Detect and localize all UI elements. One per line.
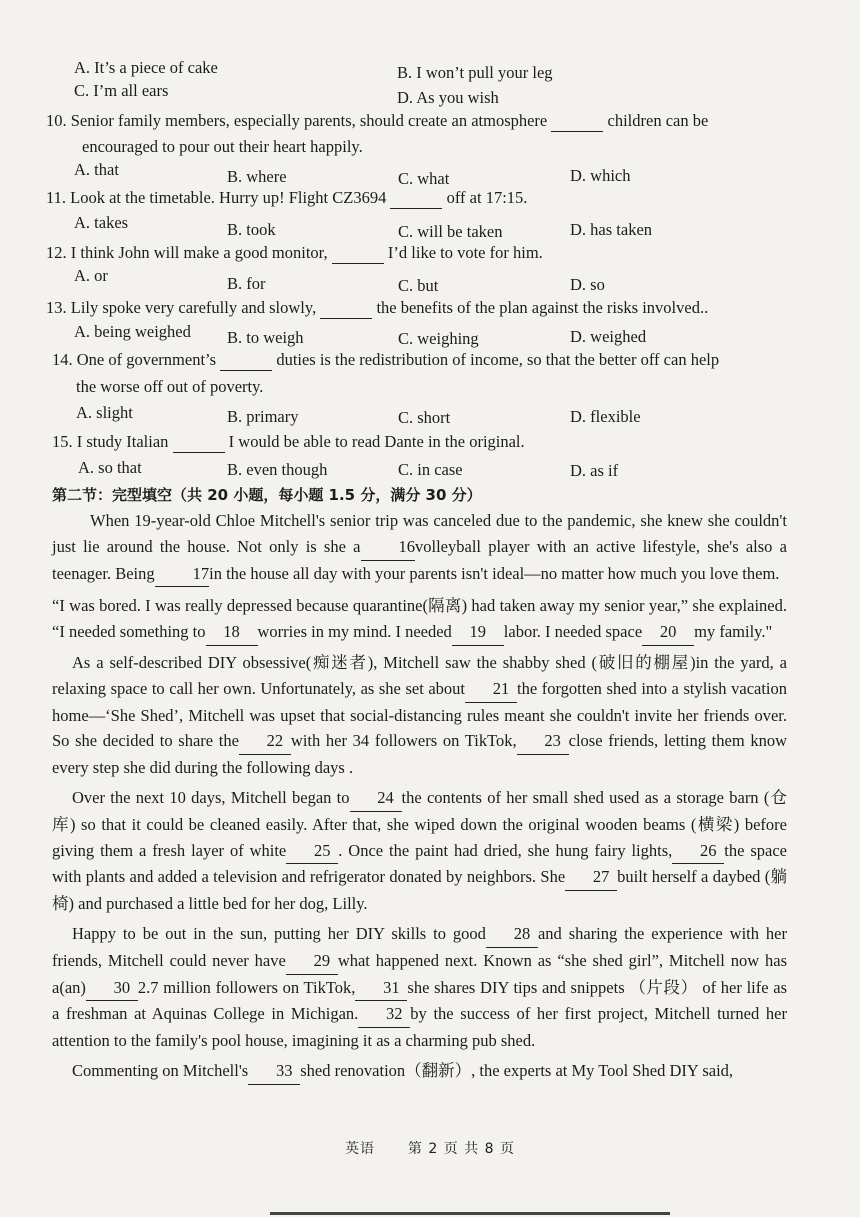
blank-24: 24	[350, 785, 402, 812]
q11-option-a: A. takes	[74, 213, 129, 232]
q13-option-a: A. being weighed	[74, 322, 191, 341]
paragraph-1	[52, 508, 787, 587]
blank-28: 28	[486, 921, 538, 948]
q9-option-c: C. I’m all ears	[74, 81, 169, 100]
blank-20: 20	[642, 619, 694, 646]
blank-21: 21	[465, 676, 517, 703]
q9-option-a: A. It’s a piece of cake	[74, 58, 218, 77]
q10-option-c: C. what	[398, 169, 450, 188]
q12-option-d: D. so	[570, 275, 605, 294]
q15-option-d: D. as if	[570, 461, 619, 480]
q12-blank	[332, 243, 384, 264]
q10-stem-post: children can be	[607, 111, 709, 130]
blank-29: 29	[286, 948, 338, 975]
p2-text: worries in my mind. I needed	[257, 622, 452, 642]
q13-stem	[46, 298, 708, 319]
q15-option-c: C. in case	[398, 460, 463, 479]
q11-option-d: D. has taken	[570, 220, 653, 239]
blank-17: 17	[155, 561, 210, 588]
p3-text: with her 34 followers on TikTok,	[290, 731, 517, 751]
blank-27: 27	[565, 864, 617, 891]
p4-text: built herself a daybed (躺椅) and purchased a little bed for her dog, Lilly.	[52, 867, 788, 914]
blank-23: 23	[517, 728, 569, 755]
q11-option-b: B. took	[227, 220, 276, 239]
q11-blank	[390, 188, 442, 209]
p4-text: . Once the paint had dried, she hung fairy lights,	[338, 840, 673, 860]
q10-blank	[551, 111, 603, 132]
p6-text: shed renovation（翻新）, the experts at My Tool Shed DIY said,	[300, 1060, 734, 1080]
p1-text: in the house all day with your parents isn't ideal—no matter how much you love them.	[209, 563, 780, 583]
p5-text: by the success of her first project, Mitchell turned her attention to the family's pool house, imagining it as a charming pub shed.	[52, 1004, 787, 1051]
q15-option-a: A. so that	[78, 458, 142, 477]
q9-option-b: B. I won’t pull your leg	[397, 63, 553, 82]
q12-option-c: C. but	[398, 276, 439, 295]
p1-text: When 19-year-old Chloe Mitchell's senior trip was canceled due to the pandemic, she knew she couldn't just lie around the house. Not only is she a	[52, 511, 787, 556]
p5-text: Happy to be out in the sun, putting her DIY skills to good	[72, 923, 486, 943]
q15-stem	[52, 432, 525, 453]
q10-option-b: B. where	[227, 167, 287, 186]
q13-stem-post: the benefits of the plan against the risks involved..	[376, 298, 709, 317]
q12-stem-post: I’d like to vote for him.	[387, 243, 543, 262]
q11-stem-post: off at 17:15.	[446, 188, 528, 207]
blank-16: 16	[361, 534, 416, 561]
blank-26: 26	[672, 838, 724, 865]
q15-stem-pre: 15. I study Italian	[52, 432, 169, 451]
q13-stem-pre: 13. Lily spoke very carefully and slowly,	[46, 298, 317, 317]
p4-text: Over the next 10 days, Mitchell began to	[72, 787, 350, 807]
q14-option-b: B. primary	[227, 407, 299, 426]
footer-subject: 英语	[345, 1141, 375, 1157]
q9-option-d: D. As you wish	[397, 88, 499, 107]
q10-stem-cont: encouraged to pour out their heart happily.	[82, 137, 363, 156]
q10-option-d: D. which	[570, 166, 631, 185]
p2-text: “I was bored. I was really depressed because quarantine(隔离) had taken away my senior year,” she explained. “I needed something to	[52, 596, 787, 642]
q10-option-a: A. that	[74, 160, 119, 179]
footer-page-number: 第 2 页 共 8 页	[407, 1141, 515, 1157]
blank-18: 18	[206, 619, 258, 646]
q13-blank	[320, 298, 372, 319]
q14-option-c: C. short	[398, 408, 451, 427]
p4-text: the contents of her small shed used as a storage barn (仓库) so that it could be cleaned easily. After that, she wiped down the original wooden beams (横梁) before giving them a fresh layer of white	[52, 787, 787, 860]
p1-text: volleyball player with an active lifestyle, she's also a teenager. Being	[52, 536, 787, 583]
cloze-passage	[52, 508, 787, 1085]
blank-32: 32	[358, 1001, 410, 1028]
paragraph-5	[52, 921, 787, 1054]
q11-option-c: C. will be taken	[398, 222, 503, 241]
q10-stem-pre: 10. Senior family members, especially parents, should create an atmosphere	[46, 111, 548, 130]
p3-text: the forgotten shed into a stylish vacation home—‘She Shed’, Mitchell was upset that social-distancing rules meant she couldn't invite her friends over. So she decided to share the	[52, 678, 788, 751]
q12-stem-pre: 12. I think John will make a good monitor,	[46, 243, 328, 262]
q14-stem-pre: 14. One of government’s	[52, 350, 217, 369]
blank-31: 31	[355, 975, 407, 1002]
p3-text: As a self-described DIY obsessive(痴迷者), Mitchell saw the shabby shed (破旧的棚屋)in the yard, a relaxing space to call her own. Unfortunately, as she set about	[52, 652, 787, 698]
q14-stem-post: duties is the redistribution of income, so that the better off can help	[276, 350, 720, 369]
q14-stem-cont: the worse off out of poverty.	[76, 377, 264, 396]
p5-text: 2.7 million followers on TikTok,	[137, 977, 356, 997]
q14-option-d: D. flexible	[570, 407, 641, 426]
q12-option-a: A. or	[74, 266, 108, 285]
p5-text: and sharing the experience with her friends, Mitchell could never have	[52, 923, 788, 970]
q12-stem	[46, 243, 543, 264]
p5-text: what happened next. Known as “she shed girl”, Mitchell now has a(an)	[52, 950, 787, 997]
paragraph-4	[52, 785, 787, 917]
p2-text: labor. I needed space	[503, 622, 643, 642]
q13-option-b: B. to weigh	[227, 328, 304, 347]
scan-edge-line	[270, 1212, 670, 1215]
blank-25: 25	[286, 838, 338, 865]
p4-text: the space with plants and added a television and refrigerator donated by neighbors. She	[52, 840, 787, 887]
paragraph-3	[52, 650, 787, 781]
q13-option-d: D. weighed	[570, 327, 647, 346]
blank-30: 30	[86, 975, 138, 1002]
q13-option-c: C. weighing	[398, 329, 479, 348]
q14-option-a: A. slight	[76, 403, 133, 422]
q14-stem	[52, 350, 719, 371]
p6-text: Commenting on Mitchell's	[72, 1060, 249, 1080]
q10-stem	[46, 111, 708, 132]
paragraph-2	[52, 593, 787, 646]
blank-19: 19	[452, 619, 504, 646]
q11-stem	[46, 188, 527, 209]
q15-stem-post: I would be able to read Dante in the original.	[228, 432, 525, 451]
p5-text: she shares DIY tips and snippets （片段） of her life as a freshman at Aquinas College in Michigan.	[52, 977, 788, 1024]
paragraph-6	[52, 1058, 787, 1085]
blank-22: 22	[239, 728, 291, 755]
q14-blank	[220, 350, 272, 371]
p3-text: close friends, letting them know every step she did during the following days .	[52, 731, 787, 778]
q11-stem-pre: 11. Look at the timetable. Hurry up! Flight CZ3694	[46, 188, 387, 207]
p2-text: my family."	[694, 622, 773, 642]
q15-blank	[173, 432, 225, 453]
blank-33: 33	[248, 1058, 300, 1085]
section-title: 第二节：完型填空（共 20 小题，每小题 1.5 分，满分 30 分）	[52, 486, 482, 504]
q15-option-b: B. even though	[227, 460, 328, 479]
page-footer	[0, 1138, 860, 1158]
q12-option-b: B. for	[227, 274, 266, 293]
